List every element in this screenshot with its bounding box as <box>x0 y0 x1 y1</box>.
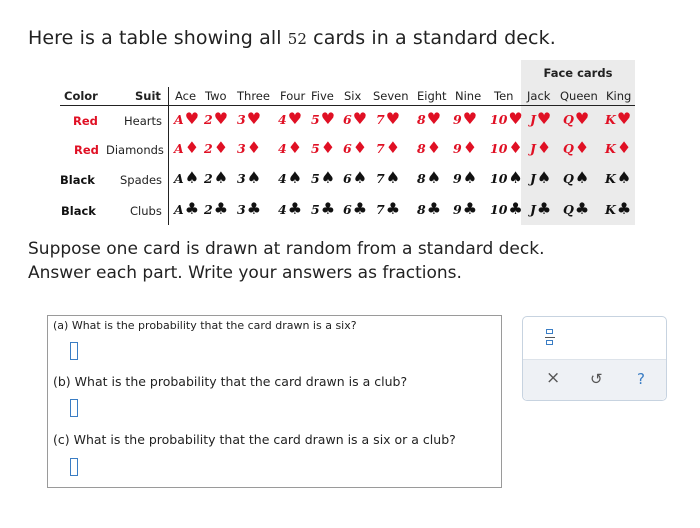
suit-icon: ♥ <box>574 109 590 128</box>
suit-icon: ♣ <box>213 199 229 218</box>
playing-card <box>237 140 261 156</box>
rank-header: Five <box>311 89 334 103</box>
card-rank: K <box>605 111 616 127</box>
row-color: Black <box>61 204 96 218</box>
card-rank: 8 <box>417 111 426 127</box>
suit-divider <box>168 87 169 225</box>
card-rank: 8 <box>417 140 426 156</box>
rank-header: Ace <box>175 89 197 103</box>
playing-card <box>417 201 441 217</box>
card-rank: 9 <box>453 111 462 127</box>
playing-card <box>417 140 441 156</box>
suit-icon: ♦ <box>536 138 552 157</box>
card-rank: J <box>530 170 536 186</box>
card-rank: 5 <box>311 140 320 156</box>
playing-card <box>376 201 400 217</box>
card-rank: 7 <box>376 140 385 156</box>
playing-card <box>376 170 400 186</box>
header-divider <box>60 105 635 106</box>
row-suit: Spades <box>120 173 163 187</box>
suit-icon: ♣ <box>574 199 590 218</box>
toolbox-actions <box>523 359 666 400</box>
card-rank: 3 <box>237 170 246 186</box>
denominator-box <box>546 340 553 345</box>
suit-icon: ♣ <box>246 199 262 218</box>
card-rank: 10 <box>490 201 508 217</box>
card-rank: J <box>530 201 536 217</box>
suit-icon: ♦ <box>616 138 632 157</box>
playing-card <box>278 111 302 127</box>
card-rank: Q <box>563 201 574 217</box>
playing-card <box>530 201 551 217</box>
suit-icon: ♠ <box>574 168 590 187</box>
card-rank: 5 <box>311 170 320 186</box>
card-rank: 9 <box>453 140 462 156</box>
card-rank: 9 <box>453 170 462 186</box>
card-rank: 6 <box>343 201 352 217</box>
rank-header: Seven <box>373 89 409 103</box>
playing-card <box>376 111 400 127</box>
playing-card <box>343 201 367 217</box>
playing-card <box>490 140 523 156</box>
card-rank: 2 <box>204 170 213 186</box>
question-line-1: Suppose one card is drawn at random from a standard deck. <box>28 239 545 259</box>
playing-card <box>174 111 199 127</box>
card-rank: Q <box>563 170 574 186</box>
face-cards-label: Face cards <box>543 66 613 80</box>
answer-panel <box>47 315 502 488</box>
rank-header: Nine <box>455 89 482 103</box>
suit-icon: ♦ <box>508 138 523 157</box>
suit-icon: ♣ <box>462 199 478 218</box>
playing-card <box>343 140 367 156</box>
card-rank: 6 <box>343 170 352 186</box>
playing-card <box>174 140 199 156</box>
suit-icon: ♠ <box>287 168 303 187</box>
playing-card <box>343 111 367 127</box>
playing-card <box>237 170 261 186</box>
suit-icon: ♥ <box>184 109 200 128</box>
playing-card <box>563 140 589 156</box>
playing-card <box>563 170 589 186</box>
card-rank: K <box>605 170 616 186</box>
suit-icon: ♣ <box>320 199 336 218</box>
playing-card <box>237 201 261 217</box>
rank-header: Queen <box>560 89 598 103</box>
playing-card <box>563 111 589 127</box>
suit-icon: ♦ <box>287 138 303 157</box>
playing-card <box>278 170 302 186</box>
row-suit: Diamonds <box>106 143 164 157</box>
card-rank: 3 <box>237 111 246 127</box>
playing-card <box>453 201 477 217</box>
card-rank: 5 <box>311 111 320 127</box>
card-rank: 2 <box>204 201 213 217</box>
suit-icon: ♥ <box>320 109 336 128</box>
playing-card <box>530 140 551 156</box>
row-color: Red <box>73 114 98 128</box>
suit-icon: ♥ <box>616 109 632 128</box>
suit-icon: ♠ <box>508 168 523 187</box>
suit-icon: ♣ <box>287 199 303 218</box>
fraction-icon[interactable] <box>545 329 555 347</box>
help-icon[interactable]: ? <box>637 370 645 388</box>
suit-icon: ♠ <box>536 168 552 187</box>
suit-icon: ♥ <box>508 109 523 128</box>
suit-icon: ♦ <box>213 138 229 157</box>
card-count: 52 <box>287 30 308 48</box>
card-rank: Q <box>563 111 574 127</box>
rank-header: Eight <box>417 89 447 103</box>
rank-header: King <box>606 89 632 103</box>
suit-icon: ♠ <box>616 168 632 187</box>
playing-card <box>453 140 477 156</box>
suit-icon: ♥ <box>352 109 368 128</box>
playing-card <box>530 111 551 127</box>
playing-card <box>237 111 261 127</box>
color-header: Color <box>64 89 98 103</box>
suit-icon: ♥ <box>536 109 552 128</box>
card-rank: K <box>605 140 616 156</box>
playing-card <box>204 111 228 127</box>
suit-icon: ♦ <box>352 138 368 157</box>
card-rank: A <box>174 111 184 127</box>
suit-icon: ♠ <box>352 168 368 187</box>
suit-icon: ♦ <box>184 138 200 157</box>
playing-card <box>311 170 335 186</box>
intro-suffix: cards in a standard deck. <box>313 27 556 49</box>
playing-card <box>605 201 631 217</box>
suit-icon: ♣ <box>616 199 632 218</box>
suit-icon: ♦ <box>246 138 262 157</box>
part-c-answer-input[interactable] <box>70 458 78 476</box>
card-rank: A <box>174 201 184 217</box>
suit-icon: ♥ <box>246 109 262 128</box>
playing-card <box>453 111 477 127</box>
suit-icon: ♠ <box>426 168 442 187</box>
card-rank: 9 <box>453 201 462 217</box>
suit-icon: ♣ <box>184 199 200 218</box>
playing-card <box>311 140 335 156</box>
card-rank: Q <box>563 140 574 156</box>
card-rank: A <box>174 140 184 156</box>
suit-icon: ♦ <box>320 138 336 157</box>
playing-card <box>204 201 228 217</box>
playing-card <box>417 111 441 127</box>
card-rank: 7 <box>376 201 385 217</box>
card-rank: 8 <box>417 170 426 186</box>
card-rank: 4 <box>278 140 287 156</box>
rank-header: Two <box>205 89 227 103</box>
card-rank: 8 <box>417 201 426 217</box>
card-rank: 3 <box>237 140 246 156</box>
playing-card <box>490 170 523 186</box>
suit-icon: ♦ <box>462 138 478 157</box>
suit-icon: ♣ <box>508 199 523 218</box>
suit-icon: ♥ <box>287 109 303 128</box>
card-rank: 10 <box>490 140 508 156</box>
part-a-answer-input[interactable] <box>70 342 78 360</box>
playing-card <box>376 140 400 156</box>
part-c-label: (c) What is the probability that the card drawn is a six or a club? <box>53 432 456 447</box>
suit-icon: ♥ <box>385 109 401 128</box>
card-rank: 10 <box>490 170 508 186</box>
card-rank: 2 <box>204 140 213 156</box>
card-rank: 6 <box>343 140 352 156</box>
card-rank: A <box>174 170 184 186</box>
question-text <box>28 237 544 285</box>
playing-card <box>174 170 199 186</box>
playing-card <box>311 201 335 217</box>
playing-card <box>453 170 477 186</box>
playing-card <box>563 201 589 217</box>
math-toolbox <box>522 316 667 401</box>
card-rank: 3 <box>237 201 246 217</box>
deck-table <box>60 60 640 228</box>
playing-card <box>490 201 523 217</box>
card-rank: 10 <box>490 111 508 127</box>
playing-card <box>278 201 302 217</box>
suit-icon: ♥ <box>426 109 442 128</box>
suit-icon: ♠ <box>462 168 478 187</box>
playing-card <box>605 111 631 127</box>
playing-card <box>204 170 228 186</box>
clear-icon[interactable]: × <box>546 368 561 388</box>
suit-icon: ♣ <box>426 199 442 218</box>
suit-icon: ♠ <box>184 168 200 187</box>
suit-icon: ♠ <box>246 168 262 187</box>
card-rank: 4 <box>278 201 287 217</box>
suit-icon: ♦ <box>426 138 442 157</box>
suit-icon: ♣ <box>385 199 401 218</box>
fraction-bar <box>545 337 555 338</box>
playing-card <box>605 170 631 186</box>
rank-header: Ten <box>494 89 514 103</box>
card-rank: J <box>530 140 536 156</box>
suit-icon: ♣ <box>352 199 368 218</box>
card-rank: 7 <box>376 170 385 186</box>
suit-icon: ♦ <box>385 138 401 157</box>
card-rank: 6 <box>343 111 352 127</box>
suit-header: Suit <box>135 89 161 103</box>
playing-card <box>278 140 302 156</box>
question-line-2: Answer each part. Write your answers as fractions. <box>28 263 462 283</box>
card-rank: 4 <box>278 111 287 127</box>
playing-card <box>174 201 199 217</box>
row-color: Red <box>74 143 99 157</box>
part-b-label: (b) What is the probability that the card drawn is a club? <box>53 374 408 389</box>
playing-card <box>530 170 551 186</box>
row-suit: Clubs <box>130 204 162 218</box>
suit-icon: ♥ <box>462 109 478 128</box>
suit-icon: ♦ <box>574 138 590 157</box>
suit-icon: ♠ <box>385 168 401 187</box>
suit-icon: ♠ <box>320 168 336 187</box>
playing-card <box>311 111 335 127</box>
rank-header: Four <box>280 89 306 103</box>
rank-header: Three <box>237 89 270 103</box>
undo-icon[interactable]: ↺ <box>590 370 603 388</box>
suit-icon: ♣ <box>536 199 552 218</box>
suit-icon: ♠ <box>213 168 229 187</box>
card-rank: 4 <box>278 170 287 186</box>
intro-text <box>28 27 556 49</box>
card-rank: K <box>605 201 616 217</box>
playing-card <box>417 170 441 186</box>
row-suit: Hearts <box>124 114 162 128</box>
playing-card <box>343 170 367 186</box>
numerator-box <box>546 329 553 334</box>
card-rank: 7 <box>376 111 385 127</box>
card-rank: J <box>530 111 536 127</box>
part-b-answer-input[interactable] <box>70 399 78 417</box>
rank-header: Six <box>344 89 362 103</box>
suit-icon: ♥ <box>213 109 229 128</box>
row-color: Black <box>60 173 95 187</box>
card-rank: 2 <box>204 111 213 127</box>
rank-header: Jack <box>527 89 551 103</box>
card-rank: 5 <box>311 201 320 217</box>
playing-card <box>490 111 523 127</box>
playing-card <box>204 140 228 156</box>
intro-prefix: Here is a table showing all <box>28 27 282 49</box>
part-a-label: (a) What is the probability that the card drawn is a six? <box>53 319 357 332</box>
playing-card <box>605 140 631 156</box>
